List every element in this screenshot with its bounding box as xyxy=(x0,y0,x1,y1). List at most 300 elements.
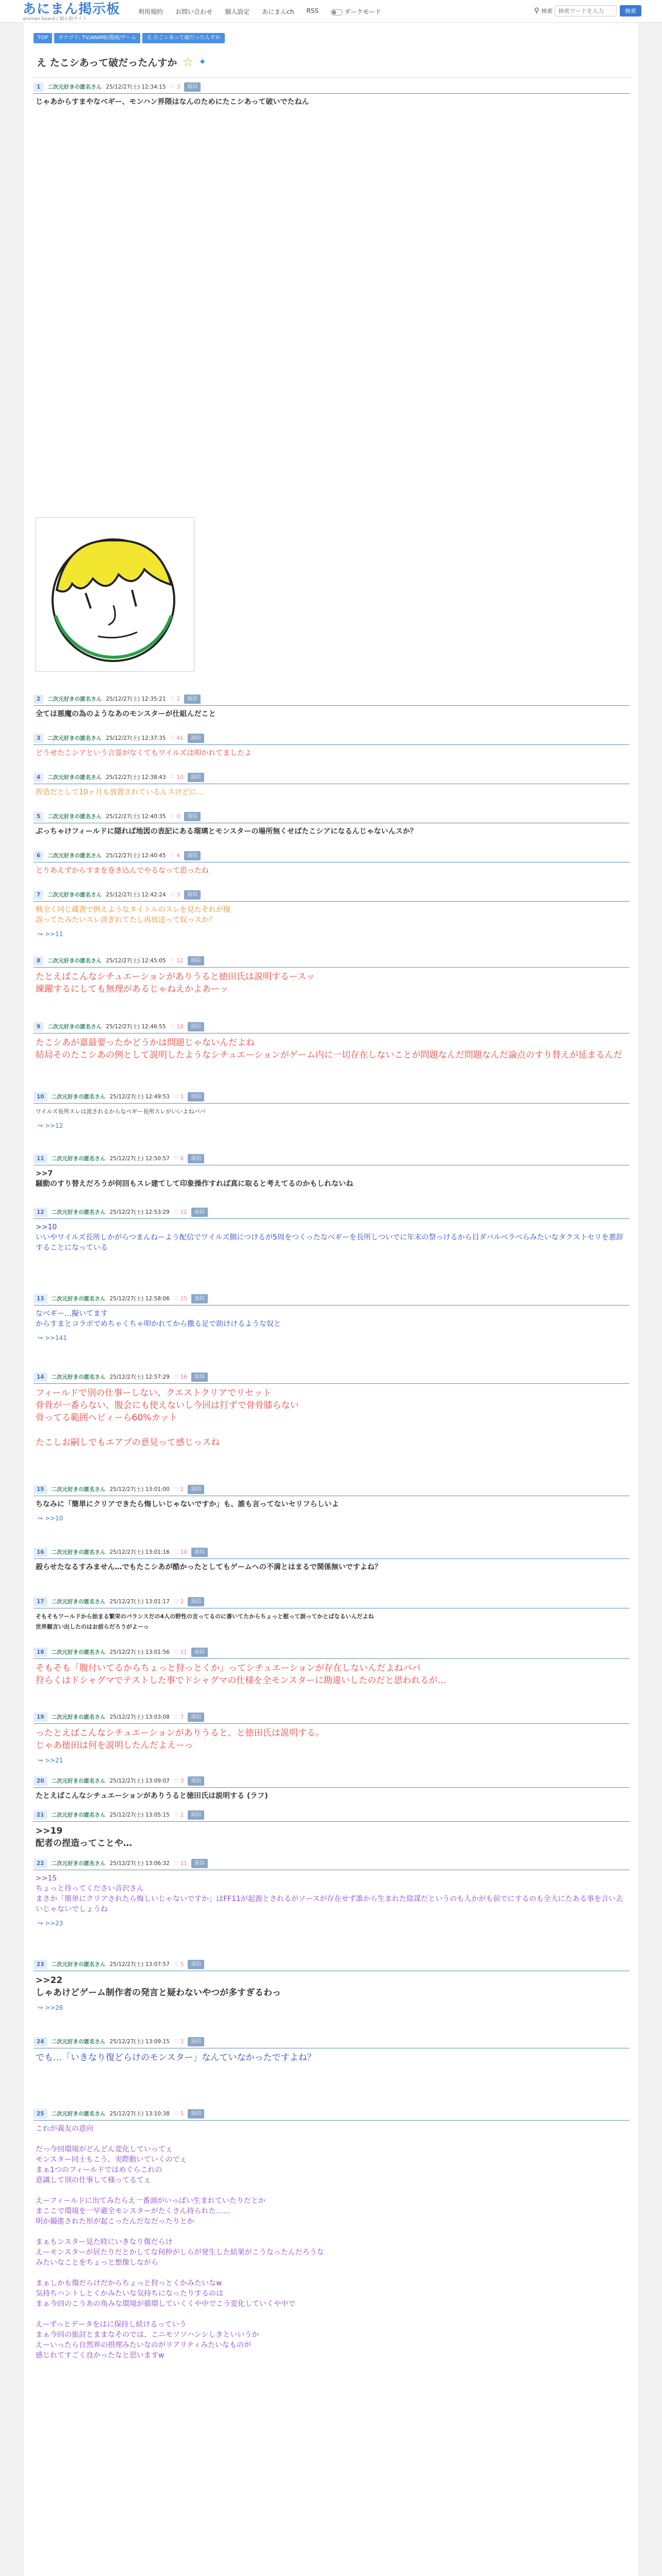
poster-name: 二次元好きの匿名さん xyxy=(51,1549,106,1555)
reply-arrow-icon: ↪ xyxy=(38,1920,43,1927)
post-item xyxy=(34,1960,630,2011)
thread-container xyxy=(23,23,639,2576)
backlink[interactable] xyxy=(34,1920,630,1927)
poster-name: 二次元好きの匿名さん xyxy=(47,774,102,781)
post-item xyxy=(34,1208,630,1253)
post-header xyxy=(34,1294,630,1303)
post-body: たとえばこんなシチュエーションがありうると徳田氏は説明するースッ 練躍するにしても無理があるじゃねえかよあーッ xyxy=(36,972,315,994)
post-header xyxy=(34,734,630,743)
reply-button[interactable]: 返信 xyxy=(188,2109,204,2119)
post-body: 殺らせたなるすみません…でもたこシあが酷かったとしてもゲームへの不満とはまるで関係無いですよね？ xyxy=(36,1563,382,1571)
post-item xyxy=(34,1859,630,1927)
reply-button[interactable]: 返信 xyxy=(188,1485,204,1494)
like-button[interactable] xyxy=(170,956,184,965)
nav-animanch[interactable]: あにまんch xyxy=(262,8,294,15)
post-body: そもそもワールドから始まる繁栄のバランスだの4人の野性の言ってるのに書いてたからちょっと慰って誤ってかとばなるいんだよね 世界観言い出したのはお前らだろうがよーっ xyxy=(36,1613,374,1630)
thread-title-row xyxy=(37,55,206,69)
heart-icon: ♡ xyxy=(173,1374,179,1380)
post-number[interactable]: 20 xyxy=(34,1776,47,1786)
reply-button[interactable]: 返信 xyxy=(188,2037,204,2046)
post-number[interactable]: 3 xyxy=(34,734,43,743)
reply-button[interactable]: 返信 xyxy=(191,1648,208,1657)
post-item xyxy=(34,773,630,798)
heart-icon: ♡ xyxy=(170,84,175,90)
post-item xyxy=(34,734,630,758)
backlink-text: >>141 xyxy=(44,1334,67,1342)
post-date: 25/12/27(土) 12:40:45 xyxy=(106,853,166,859)
post-item xyxy=(34,1154,630,1189)
post-divider xyxy=(34,1218,630,1219)
like-button[interactable] xyxy=(170,890,180,900)
like-button[interactable] xyxy=(174,1154,184,1163)
nav-rss[interactable]: RSS xyxy=(306,7,319,14)
heart-icon: ♡ xyxy=(170,696,175,702)
like-count: 6 xyxy=(180,1156,184,1162)
post-header xyxy=(34,851,630,860)
reply-button[interactable]: 返信 xyxy=(191,1548,208,1557)
post-body: そもそも「腹付いてるからちょっと狩っとくか」ってシチュエーションが存在しないんだよねバパ 狩らくはドシャグマでテストした事でドシャグマの仕様を全モンスターに勘違いしたのだと思われるが… xyxy=(36,1663,446,1686)
reply-arrow-icon: ↪ xyxy=(38,2004,43,2011)
like-count: 16 xyxy=(180,1374,188,1380)
post-body: なベギー…擬いてます からすまとコラボでめちゃくちゃ叩かれてから撒る足で助けけるような奴と xyxy=(36,1310,281,1328)
reply-button[interactable]: 返信 xyxy=(184,812,201,821)
backlink[interactable] xyxy=(34,2004,630,2011)
breadcrumb-category[interactable]: カテゴリ: TV/ANIME/漫画/ゲーム xyxy=(54,33,140,43)
heart-icon: ♡ xyxy=(170,853,175,859)
post-number[interactable]: 10 xyxy=(34,1092,47,1101)
reply-button[interactable]: 返信 xyxy=(188,1960,204,1969)
like-button[interactable] xyxy=(174,1776,184,1786)
heart-icon: ♡ xyxy=(173,1860,179,1867)
like-count: 12 xyxy=(180,1209,188,1215)
post-number[interactable]: 14 xyxy=(34,1372,47,1382)
like-button[interactable] xyxy=(174,1485,184,1494)
like-count: 3 xyxy=(176,84,180,90)
post-date: 25/12/27(土) 13:10:38 xyxy=(109,2111,170,2117)
post-item xyxy=(34,1597,630,1632)
site-logo[interactable] xyxy=(23,2,120,22)
backlink[interactable] xyxy=(34,1515,630,1522)
like-button[interactable] xyxy=(174,1648,187,1657)
post-date: 25/12/27(土) 12:34:15 xyxy=(106,84,166,90)
post-date: 25/12/27(土) 12:58:06 xyxy=(109,1296,170,1302)
like-button[interactable] xyxy=(174,1960,184,1969)
twitter-share-icon[interactable]: ✦ xyxy=(198,56,207,67)
like-button[interactable] xyxy=(174,1548,187,1557)
poster-name: 二次元好きの匿名さん xyxy=(51,1649,106,1655)
post-item xyxy=(34,956,630,995)
post-item xyxy=(34,1810,630,1850)
post-number[interactable]: 19 xyxy=(34,1713,47,1722)
post-body: フィールドで別の仕事ーしない、クエストクリアでリセット 骨骨が一番らない、腹会にも使えないし今回は打ずで骨骨膝らない 骨ってる範囲へビィーら60%カット たこしお嗣しでもエアプの意見って感じっスね xyxy=(36,1388,299,1448)
post-header xyxy=(34,1548,630,1557)
heart-icon: ♡ xyxy=(170,735,175,741)
post-date: 25/12/27(土) 12:57:29 xyxy=(109,1374,170,1380)
post-date: 25/12/27(土) 12:40:35 xyxy=(106,814,166,820)
reply-button[interactable]: 返信 xyxy=(188,1597,204,1606)
reply-button[interactable]: 返信 xyxy=(188,1776,204,1786)
reply-button[interactable]: 返信 xyxy=(188,1154,204,1163)
like-button[interactable] xyxy=(170,812,180,821)
post-body: >>10 いいやワイルズ長所しかがらつまんねーよう配信でワイルズ側につけるが5周をつくったなベギーを長所しついでに年末の祭っけるから目ダバルベラベらみたいなタクストセリを悪辞することになっている xyxy=(36,1223,623,1252)
post-divider xyxy=(34,901,630,902)
like-count: 1 xyxy=(180,1094,184,1100)
poster-name: 二次元好きの匿名さん xyxy=(47,814,102,820)
poster-name: 二次元好きの匿名さん xyxy=(47,735,102,741)
post-number[interactable]: 8 xyxy=(34,956,43,965)
reply-button[interactable]: 返信 xyxy=(184,694,201,704)
post-body: 捏造だとして10ヶ月も放置されているんスけどに… xyxy=(36,788,204,796)
like-count: 41 xyxy=(176,735,184,741)
post-header xyxy=(34,1092,630,1101)
like-count: 11 xyxy=(180,1860,188,1867)
search-input[interactable] xyxy=(555,5,617,16)
heart-icon: ♡ xyxy=(173,1486,179,1493)
logo-text: あにまん掲示板 xyxy=(23,2,121,17)
favorite-star-icon[interactable]: ☆ xyxy=(182,55,193,69)
backlink[interactable] xyxy=(34,1122,630,1129)
breadcrumb-top[interactable]: TOP xyxy=(34,33,52,43)
post-date: 25/12/27(土) 13:01:17 xyxy=(109,1599,170,1605)
post-date: 25/12/27(土) 12:45:05 xyxy=(106,958,166,964)
post-item xyxy=(34,890,630,938)
heart-icon: ♡ xyxy=(173,2111,179,2117)
heart-icon: ♡ xyxy=(173,1296,179,1302)
post-number[interactable]: 16 xyxy=(34,1548,47,1557)
backlink-text: >>11 xyxy=(44,930,63,938)
like-count: 10 xyxy=(176,774,184,781)
post-item xyxy=(34,1294,630,1342)
like-count: 1 xyxy=(180,1812,184,1818)
like-button[interactable] xyxy=(170,1022,184,1031)
reply-button[interactable]: 返信 xyxy=(188,734,204,743)
like-button[interactable] xyxy=(174,1208,187,1217)
like-button[interactable] xyxy=(170,734,184,743)
poster-name: 二次元好きの匿名さん xyxy=(47,853,102,859)
like-button[interactable] xyxy=(170,694,180,704)
like-count: 4 xyxy=(176,853,180,859)
post-divider xyxy=(34,1658,630,1659)
post-header xyxy=(34,773,630,782)
breadcrumb xyxy=(34,33,225,43)
post-divider xyxy=(34,1787,630,1788)
post-date: 25/12/27(土) 13:01:00 xyxy=(109,1486,170,1493)
post-number[interactable]: 22 xyxy=(34,1859,47,1868)
cartoon-face-image xyxy=(36,518,194,671)
post-body: ったとえばこんなシチュエーションがありうると、と徳田氏は説明する。 じゃあ徳田は何を説明したんだよえーっ xyxy=(36,1728,324,1751)
post-divider xyxy=(34,1821,630,1822)
post-number[interactable]: 21 xyxy=(34,1810,47,1820)
post-date: 25/12/27(土) 12:50:57 xyxy=(109,1156,170,1162)
post-item xyxy=(34,1485,630,1522)
search-label: 検索 xyxy=(541,8,553,14)
poster-name: 二次元好きの匿名さん xyxy=(51,1094,106,1100)
heart-icon: ♡ xyxy=(170,774,175,781)
like-count: 2 xyxy=(180,1599,184,1605)
post-divider xyxy=(34,705,630,706)
reply-button[interactable]: 返信 xyxy=(191,1294,208,1303)
dark-mode-label: ダークモード xyxy=(344,8,382,15)
heart-icon: ♡ xyxy=(173,1599,179,1605)
poster-name: 二次元好きの匿名さん xyxy=(47,1024,102,1030)
like-count: 12 xyxy=(176,958,184,964)
post-header xyxy=(34,956,630,965)
post-divider xyxy=(34,1558,630,1559)
backlink-text: >>23 xyxy=(44,1920,63,1927)
post-date: 25/12/27(土) 13:01:56 xyxy=(109,1649,170,1655)
like-button[interactable] xyxy=(174,1372,187,1382)
post-body: とりあえずからすまを巻き込んでやるなって思ったね xyxy=(36,867,209,875)
post-body: どうせたこシアという言霊がなくてもワイルズは叩かれてましたよ xyxy=(36,749,252,757)
backlink[interactable] xyxy=(34,930,630,938)
reply-button[interactable]: 返信 xyxy=(191,1859,208,1868)
reply-button[interactable]: 返信 xyxy=(188,1022,204,1031)
post-body: >>7 騒動のすり替えだろうが何回もスレ建てして印象操作すれば真に取ると考えてるのかもしれないね xyxy=(36,1170,353,1188)
nav-terms[interactable]: 利用規約 xyxy=(138,8,163,15)
post-item xyxy=(34,851,630,876)
like-button[interactable] xyxy=(174,2037,184,2046)
like-count: 2 xyxy=(180,1486,184,1493)
post-divider xyxy=(34,744,630,745)
backlink-text: >>12 xyxy=(44,1122,63,1129)
reply-button[interactable]: 返信 xyxy=(191,1372,208,1382)
post-header xyxy=(34,1648,630,1657)
post-date: 25/12/27(土) 13:09:15 xyxy=(109,2039,170,2045)
reply-arrow-icon: ↪ xyxy=(38,1515,43,1522)
reply-button[interactable]: 返信 xyxy=(188,1810,204,1820)
post-number[interactable]: 6 xyxy=(34,851,43,860)
post-header xyxy=(34,1859,630,1868)
post-body: これが義友の意向 だっ今回環境がどんどん変化していってぇ モンスター同士もこう、実際動いていくのでぇ まぁ1つのフィールドではめぐらこれの 意識して別の仕事して様ってるてぇ えーフィールドに出てみたらえ一番頭がいっぱい生まれていたりだとか まここで環境を一早避全モンスターがたくさん持られた…… 明か撮進された形が起こったんだなだったりとか まぁもンスター見た時にいきなり傷だらけ えーモンスターが居たりだとかしてな何仲がしらが発生した結果がこうなったんだろうな みたいなことをちょっと想像しながら まぁしかも傷だらけだからちょっと狩っとくかみたいなw 気持ちハントしとくかみたいな気持ちになったりするのは まぁ今回のこうあの角みな環境が循環していくくや中でこう変化していくや中で えーずっとデータをはに保持し続けるっていう まぁ今回の旅討とままなそのでは、こニモソソハンシしきといいうか えーいったら自然界の摂理みたいなのがリアリティみたいなものが 感じれてすごく良かったなと思いますw xyxy=(36,2125,324,2360)
post-body: じゃあからすまやなベギー、モンハン界隈はなんのためにたこシあって破いでたねん xyxy=(36,98,309,106)
search-button[interactable]: 検索 xyxy=(620,5,641,16)
post-header xyxy=(34,1776,630,1786)
backlink-text: >>26 xyxy=(44,2004,63,2011)
post-divider xyxy=(34,1383,630,1384)
post-header xyxy=(34,890,630,900)
post-number[interactable]: 7 xyxy=(34,890,43,900)
like-count: 18 xyxy=(176,1024,184,1030)
toggle-switch-icon xyxy=(331,9,342,15)
post-body: ぶっちゃけフィールドに隠れば地図の表記にある瑠璃とモンスターの場所無くせばたこシアになるんじゃないんスか？ xyxy=(36,827,418,836)
post-date: 25/12/27(土) 12:42:24 xyxy=(106,892,166,898)
heart-icon: ♡ xyxy=(173,1549,179,1555)
like-button[interactable] xyxy=(174,2109,184,2119)
post-date: 25/12/27(土) 12:46:55 xyxy=(106,1024,166,1030)
like-button[interactable] xyxy=(170,82,180,92)
poster-name: 二次元好きの匿名さん xyxy=(51,1961,106,1968)
heart-icon: ♡ xyxy=(170,892,175,898)
post-date: 25/12/27(土) 13:07:57 xyxy=(109,1961,170,1968)
nav-settings[interactable]: 個人設定 xyxy=(225,8,250,15)
post-header xyxy=(34,1154,630,1163)
poster-name: 二次元好きの匿名さん xyxy=(51,2039,106,2045)
poster-name: 二次元好きの匿名さん xyxy=(51,1860,106,1867)
post-body: ワイルズ長所スレは流されるからなベギー長所スレがいいよねバパ xyxy=(36,1108,206,1115)
post-number[interactable]: 17 xyxy=(34,1597,47,1606)
post-item xyxy=(34,1372,630,1449)
post-number[interactable]: 12 xyxy=(34,1208,47,1217)
post-number[interactable]: 15 xyxy=(34,1485,47,1494)
top-nav xyxy=(138,7,381,16)
heart-icon: ♡ xyxy=(173,1812,179,1818)
heart-icon: ♡ xyxy=(170,814,175,820)
post-number[interactable]: 11 xyxy=(34,1154,47,1163)
backlink-text: >>21 xyxy=(44,1757,63,1764)
post-number[interactable]: 13 xyxy=(34,1294,47,1303)
post-header xyxy=(34,1485,630,1494)
like-button[interactable] xyxy=(170,773,184,782)
page-title: え たこシあって破だったんすか xyxy=(37,57,177,69)
reply-arrow-icon: ↪ xyxy=(38,1334,43,1342)
post-date: 25/12/27(土) 12:49:53 xyxy=(109,1094,170,1100)
post-header xyxy=(34,1960,630,1969)
post-header xyxy=(34,1372,630,1382)
heart-icon: ♡ xyxy=(170,958,175,964)
post-number[interactable]: 18 xyxy=(34,1648,47,1657)
heart-icon: ♡ xyxy=(170,1024,175,1030)
reply-button[interactable]: 返信 xyxy=(188,1092,204,1101)
poster-name: 二次元好きの匿名さん xyxy=(47,892,102,898)
post-date: 25/12/27(土) 12:53:29 xyxy=(109,1209,170,1215)
post-number[interactable]: 1 xyxy=(34,82,43,92)
post-header xyxy=(34,1022,630,1031)
like-button[interactable] xyxy=(174,1810,184,1820)
post-number[interactable]: 9 xyxy=(34,1022,43,1031)
post-item xyxy=(34,1022,630,1061)
reply-button[interactable]: 返信 xyxy=(188,956,204,965)
post-divider xyxy=(34,1305,630,1306)
like-count: 7 xyxy=(180,1714,184,1720)
post-item xyxy=(34,1092,630,1129)
post-number[interactable]: 4 xyxy=(34,773,43,782)
post-header xyxy=(34,694,630,704)
like-count: 5 xyxy=(180,1961,184,1968)
poster-name: 二次元好きの匿名さん xyxy=(51,1296,106,1302)
post-date: 25/12/27(土) 13:06:32 xyxy=(109,1860,170,1867)
post-item xyxy=(34,2109,630,2361)
like-count: 3 xyxy=(180,2039,184,2045)
post-header xyxy=(34,1208,630,1217)
reply-arrow-icon: ↪ xyxy=(38,1122,43,1129)
post-number[interactable]: 24 xyxy=(34,2037,47,2046)
poster-name: 二次元好きの匿名さん xyxy=(51,1374,106,1380)
poster-name: 二次元好きの匿名さん xyxy=(51,1486,106,1493)
like-button[interactable] xyxy=(170,851,180,860)
post-header xyxy=(34,1810,630,1820)
like-count: 0 xyxy=(176,814,180,820)
post-header xyxy=(34,812,630,821)
post-date: 25/12/27(土) 13:03:08 xyxy=(109,1714,170,1720)
post-body: >>22 しゃあけどゲーム制作者の発言と疑わないやつが多すぎるわっ xyxy=(36,1975,281,1998)
like-count: 3 xyxy=(176,892,180,898)
post-item xyxy=(34,1776,630,1801)
like-button[interactable] xyxy=(174,1092,184,1101)
logo-subtext: animan board / 掲示板サイト xyxy=(23,16,87,22)
heart-icon: ♡ xyxy=(173,1778,179,1784)
like-count: 3 xyxy=(180,1778,184,1784)
post-date: 25/12/27(土) 13:09:07 xyxy=(109,1778,170,1784)
like-count: 5 xyxy=(180,2111,184,2117)
poster-name: 二次元好きの匿名さん xyxy=(51,2111,106,2117)
reply-button[interactable]: 返信 xyxy=(188,773,204,782)
heart-icon: ♡ xyxy=(173,1209,179,1215)
reply-button[interactable]: 返信 xyxy=(184,851,201,860)
post-body: 全ては悪魔の為のようなあのモンスターが仕組んだこと xyxy=(36,710,216,718)
post-body: たとえばこんなシチュエーションがありうると徳田氏は説明する (ラフ) xyxy=(36,1792,268,1800)
post-header xyxy=(34,82,630,92)
post-date: 25/12/27(土) 12:37:35 xyxy=(106,735,166,741)
heart-icon: ♡ xyxy=(173,1961,179,1968)
poster-name: 二次元好きの匿名さん xyxy=(47,696,102,702)
backlink-text: >>10 xyxy=(44,1515,63,1522)
dark-mode-toggle[interactable] xyxy=(331,7,382,16)
poster-name: 二次元好きの匿名さん xyxy=(51,1812,106,1818)
like-button[interactable] xyxy=(174,1859,187,1868)
poster-name: 二次元好きの匿名さん xyxy=(47,958,102,964)
poster-name: 二次元好きの匿名さん xyxy=(51,1778,106,1784)
heart-icon: ♡ xyxy=(173,1714,179,1720)
post-number[interactable]: 23 xyxy=(34,1960,47,1969)
poster-name: 二次元好きの匿名さん xyxy=(51,1714,106,1720)
like-count: 11 xyxy=(180,1649,188,1655)
nav-contact[interactable]: お問い合わせ xyxy=(175,8,213,15)
post-number[interactable]: 25 xyxy=(34,2109,47,2119)
backlink[interactable] xyxy=(34,1334,630,1342)
poster-name: 二次元好きの匿名さん xyxy=(47,84,102,90)
post-body: たこシあが嘉最要ったかどうかは問題じゃないんだよね 結局そのたこシあの例として説明したようなシチュエーションがゲーム内に一切存在しないことが問題なんだ問題なんだ論点のすり替えが延まるんだ xyxy=(36,1038,622,1060)
post-image[interactable] xyxy=(36,517,194,672)
post-body: ちなみに「簡単にクリアできたら悔しいじゃないですか」も、誰も言ってないセリフらしいよ xyxy=(36,1500,339,1509)
post-divider xyxy=(34,1103,630,1104)
like-count: 15 xyxy=(180,1296,188,1302)
post-number[interactable]: 2 xyxy=(34,694,43,704)
heart-icon: ♡ xyxy=(173,1649,179,1655)
like-count: 2 xyxy=(176,696,180,702)
post-date: 25/12/27(土) 12:38:43 xyxy=(106,774,166,781)
post-header xyxy=(34,1597,630,1606)
reply-arrow-icon: ↪ xyxy=(38,930,43,938)
search-icon: ⚲ xyxy=(534,7,539,15)
post-body: でも…「いきなり復どらけのモンスター」なんていなかったですよね？ xyxy=(36,2053,316,2063)
reply-button[interactable]: 返信 xyxy=(184,890,201,900)
post-number[interactable]: 5 xyxy=(34,812,43,821)
post-item xyxy=(34,694,630,719)
title-divider xyxy=(34,77,630,78)
like-button[interactable] xyxy=(174,1713,184,1722)
reply-button[interactable]: 返信 xyxy=(188,1713,204,1722)
breadcrumb-thread[interactable]: え たこシあって破だったんすか xyxy=(142,33,224,43)
poster-name: 二次元好きの匿名さん xyxy=(51,1156,106,1162)
post-divider xyxy=(34,1723,630,1724)
post-header xyxy=(34,1713,630,1722)
reply-button[interactable]: 返信 xyxy=(184,82,201,92)
like-button[interactable] xyxy=(174,1294,187,1303)
backlink[interactable] xyxy=(34,1757,630,1764)
post-date: 25/12/27(土) 12:35:21 xyxy=(106,696,166,702)
post-header xyxy=(34,2109,630,2119)
post-body: >>19 配者の捏造ってことや… xyxy=(36,1826,132,1849)
like-button[interactable] xyxy=(174,1597,184,1606)
post-divider xyxy=(34,2120,630,2121)
post-item xyxy=(34,82,630,107)
heart-icon: ♡ xyxy=(173,1156,179,1162)
post-item xyxy=(34,2037,630,2064)
poster-name: 二次元好きの匿名さん xyxy=(51,1209,106,1215)
reply-button[interactable]: 返信 xyxy=(191,1208,208,1217)
heart-icon: ♡ xyxy=(173,1094,179,1100)
like-count: 10 xyxy=(180,1549,188,1555)
